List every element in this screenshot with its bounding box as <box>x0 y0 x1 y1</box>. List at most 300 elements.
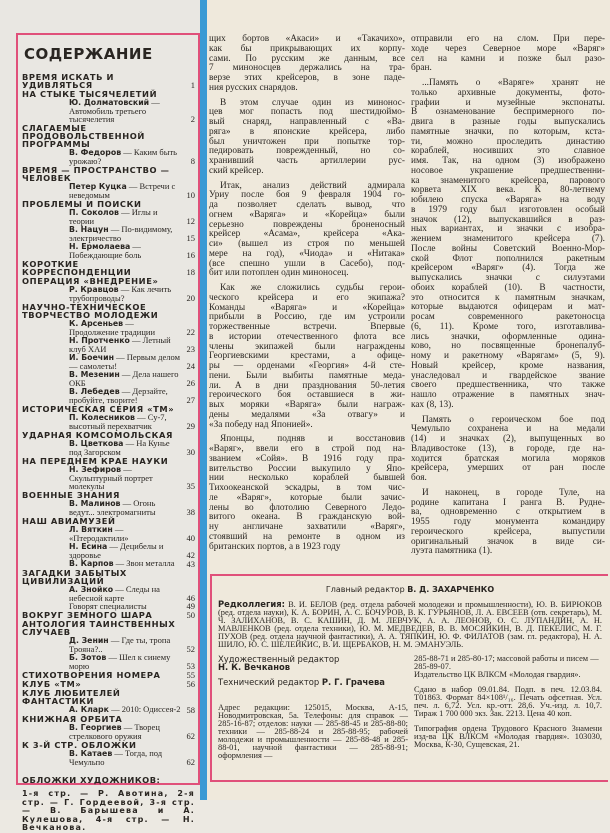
article-paragraph <box>411 35 605 74</box>
article-line: (6, 11). Кроме того, изготавлива- <box>411 321 605 332</box>
toc-entry-text: П. Колесников — Су-7, высотный перехватчик <box>69 412 167 431</box>
chief-editor <box>218 586 602 594</box>
article-line: ходе через Северное море «Варяг» <box>411 43 605 54</box>
toc-entry-title: Продолжение традиции <box>69 327 155 337</box>
toc-entry-title: Дерзайте, пробуйте, творите! <box>69 386 168 405</box>
toc-entry-author: В. Георгиев <box>69 723 122 732</box>
toc-entry <box>69 387 195 404</box>
toc-entry-author: Н. Зефиров <box>69 465 122 474</box>
toc-section-row <box>22 611 195 619</box>
article-line: торжественные встречи. Впервые <box>209 322 405 332</box>
toc-section-title: НАУЧНО-ТЕХНИЧЕСКОЕ ТВОРЧЕСТВО МОЛОДЕЖИ <box>22 302 159 320</box>
toc-entry-title: Звон металла <box>126 558 175 568</box>
toc-section-title: КОРОТКИЕ КОРРЕСПОНДЕНЦИИ <box>22 259 132 277</box>
article-line: крейсером «Варяг» (4). Тогда же <box>411 263 605 274</box>
article-paragraph <box>209 435 405 552</box>
toc-page-number: 62 <box>186 757 195 767</box>
toc-section-row <box>22 741 195 749</box>
toc-section-title: НА СТЫКЕ ТЫСЯЧЕЛЕТИЙ <box>22 89 158 99</box>
toc-section-row <box>22 124 195 148</box>
publisher: Издательство ЦК ВЛКСМ «Молодая гвардия». <box>414 670 581 679</box>
toc-section <box>22 671 195 679</box>
toc-page-number: 38 <box>186 507 195 517</box>
toc-entry-text: Петер Куцка — Встречи с неведомым <box>69 181 176 200</box>
article-line: Как же сложились судьбы герои- <box>220 283 405 293</box>
toc-page-number: 22 <box>186 327 195 337</box>
article-line: унаследовал и гвардейское звание <box>411 370 605 381</box>
toc-entry-author: В. Лебедев <box>69 387 120 396</box>
toc-page-number: 18 <box>186 267 195 277</box>
toc-entry-title: На Кунье под Загорском <box>69 438 170 457</box>
article-line: Тихоокеанской эскадры, в том чис- <box>209 483 405 493</box>
article-line: крейсер «Асама», крейсера «Ака- <box>209 229 405 240</box>
article-line: «Варяг», ввели его в строй под на- <box>209 444 405 454</box>
toc-entry <box>69 336 195 353</box>
article-line: 1955 году монумента командиру <box>411 517 605 527</box>
toc-section-title: ПРОБЛЕМЫ И ПОИСКИ <box>22 199 142 209</box>
article-line: ва, одновременно с открытием в <box>411 507 605 518</box>
toc-entry-title: По-видимому, электричество <box>69 224 173 243</box>
toc-section-title: КНИЖНАЯ ОРБИТА <box>22 714 123 724</box>
article-line: бит или потоплен один миноносец. <box>209 268 349 279</box>
phones-continued: 285-88-71 и 285-80-17; массовой работы и писем — 285-89-07. <box>414 654 599 671</box>
toc-section-title: ВРЕМЯ ИСКАТЬ И УДИВЛЯТЬСЯ <box>22 72 115 90</box>
article-line: в 1979 году был изготовлен особый <box>411 204 605 215</box>
toc-entry-text: Н. Ермолаева — Побеждающие боль <box>69 241 142 260</box>
article-line: графии и музейные экспонаты. <box>411 97 605 108</box>
toc-entry-text: В. Карпов — Звон металла <box>69 558 175 568</box>
toc-entry-title: Первым делом — самолеты! <box>69 352 180 371</box>
article-line: луэта памятника (1). <box>411 546 493 557</box>
toc-section-row <box>22 671 195 679</box>
article-line: ково, но посвященные бронепалуб- <box>411 341 605 352</box>
imprint-box <box>210 574 608 782</box>
toc-section-row <box>22 303 195 319</box>
toc-entry <box>69 465 195 490</box>
article-line: оригинальный значок в виде си- <box>411 536 605 547</box>
article-line: ческого крейсера и его экипажа? <box>209 292 405 303</box>
toc-section <box>22 277 195 302</box>
toc-page-number: 16 <box>186 250 195 260</box>
toc-entry <box>69 585 195 602</box>
article-line: верзе этих крейсеров, в зоне паде- <box>209 73 405 83</box>
toc-entry-author: Н. Протченко <box>69 336 130 345</box>
toc-section-row <box>22 689 195 705</box>
article-line: в истории отечественного флота все <box>209 331 405 342</box>
article-line: мере на год), «Чиода» и «Нитака» <box>209 248 405 259</box>
toc-entry-author: К. Арсеньев <box>69 319 124 328</box>
toc-section-row <box>22 569 195 585</box>
toc-entry-title: 2010: Одиссея-2 <box>121 704 181 714</box>
toc-entry-title: Встречи с неведомым <box>69 181 176 200</box>
toc-page-number: 10 <box>186 190 195 200</box>
editorial-board-label: Редколлегия: <box>218 599 285 609</box>
article-line: отправили его на слом. При пере- <box>411 34 605 44</box>
toc-entry <box>69 319 195 336</box>
toc-section-title: ОПЕРАЦИЯ «ВНЕДРЕНИЕ» <box>22 276 159 286</box>
article-line: си» (вышел из строя по меньшей <box>209 239 405 249</box>
article-line: юбилею спуска «Варяга» на воду <box>411 195 605 205</box>
toc-section <box>22 124 195 165</box>
toc-entry <box>69 749 195 766</box>
article-line: корвета XIX века. К 80-летнему <box>411 185 605 196</box>
article-line: огнем «Варяга» и «Корейца» были <box>209 209 405 220</box>
article-line: только архивные документы, фото- <box>411 87 605 98</box>
article-line: Чемульпо сохранена и на медали <box>411 424 605 435</box>
toc-page-number: 56 <box>186 679 195 689</box>
article-line: ле «Варяг», которые были зачис- <box>209 492 405 503</box>
article-line: ному и ракетному «Варягам» (5, 9). <box>411 351 605 361</box>
toc-section <box>22 491 195 516</box>
article-line: ...Память о «Варяге» хранят не <box>422 78 605 88</box>
toc-section-row <box>22 517 195 525</box>
toc-entry <box>69 542 195 559</box>
toc-entry-author: Н. Есина <box>69 542 108 551</box>
toc-page-number: 12 <box>186 216 195 226</box>
article-line: сами. По русским же данным, все <box>209 53 405 64</box>
toc-entry-text: Л. Вяткин — «Птеродактили» <box>69 524 129 543</box>
toc-entry-author: Р. Кравцов <box>69 285 119 294</box>
print-info: Сдано в набор 09.01.84. Подп. в печ. 12.03.84. Т01863. Формат 84×108¹/₁₆. Печать офсетная. Усл. печ. л. 6,72. Усл. кр.-отт. 28,6. Уч.-изд. л. 10,7. Тираж 1 700 000 экз. Зак. 2213. Цена 40 коп. <box>414 685 602 718</box>
toc-section <box>22 166 195 199</box>
article-line: росам современного ракетоносца <box>411 312 605 322</box>
article-line: родине капитана I ранга В. Рудне- <box>411 497 605 508</box>
article-line: которые выдаются офицерам и мат- <box>411 302 605 313</box>
toc-entry-text: В. Георгиев — Творец стрелкового оружия <box>69 722 160 741</box>
toc-section-title: УДАРНАЯ КОМСОМОЛЬСКАЯ <box>22 430 173 440</box>
article-line: Японцы, подняв и восстановив <box>220 434 405 445</box>
toc-entry-text: В. Катаев — Тогда, под Чемульпо <box>69 748 163 767</box>
table-of-contents <box>16 33 200 832</box>
toc-section-title: СТИХОТВОРЕНИЯ НОМЕРА <box>22 670 161 680</box>
article-line: носовое украшение предшественни- <box>411 165 605 176</box>
toc-entry-author: А. Знойко <box>69 585 114 594</box>
toc-section-row <box>22 491 195 499</box>
printer: Типография ордена Трудового Красного Знамени изд-ва ЦК ВЛКСМ «Молодая гвардия». 103030, Москва, К-30, Сущевская, 21. <box>414 724 602 749</box>
toc-entry <box>69 653 195 670</box>
toc-entry <box>69 636 195 653</box>
toc-entry <box>69 98 195 123</box>
toc-title: СОДЕРЖАНИЕ <box>24 45 153 63</box>
article-paragraph <box>411 416 605 484</box>
toc-entry <box>69 242 195 259</box>
article-line: да позволяет сделать вывод, что <box>209 200 405 210</box>
article-line: Георгиевскими крестами, а офице- <box>209 351 405 362</box>
article-paragraph <box>209 284 405 430</box>
article-paragraph <box>209 99 405 177</box>
article-line: вых моряки «Варяга» были награж- <box>209 400 405 410</box>
article-line: это относится к памятным значкам, <box>411 292 605 303</box>
toc-page-number: 24 <box>186 361 195 371</box>
article-line: ках (8, 13). <box>411 399 454 410</box>
article-line: члены экипажей были награждены <box>209 341 405 352</box>
article-line: И наконец, в городе Туле, на <box>422 487 605 498</box>
covers-credits: 1-я стр. — Р. Авотина, 2-я стр. — Г. Гордеевой, 3-я стр. — В. Барышева и А. Кулешова, 4-я стр. — Н. Вечканова. <box>22 789 195 832</box>
toc-section-row <box>22 200 195 208</box>
toc-entry-text: В. Мезенин — Дела нашего ОКБ <box>69 369 179 388</box>
article-line: жением знаменитого крейсера (7). <box>411 234 605 244</box>
chief-editor-name: В. Д. ЗАХАРЧЕНКО <box>407 585 495 594</box>
toc-page-number: 58 <box>186 705 195 715</box>
toc-entry-title: Где ты, тропа Трояна?.. <box>69 635 171 654</box>
toc-entry-author: П. Соколов <box>69 208 119 217</box>
toc-page-number: 53 <box>186 661 195 671</box>
toc-entry <box>69 559 195 568</box>
toc-section <box>22 689 195 714</box>
tech-editor <box>218 678 408 686</box>
toc-entry-text: В. Лебедев — Дерзайте, пробуйте, творите! <box>69 386 168 405</box>
article-line: выпускались значки с силуэтами <box>411 273 605 283</box>
toc-entry-title: Творец стрелкового оружия <box>69 722 160 741</box>
toc-entry-text: Н. Зефиров — Скульптурный портрет молекулы <box>69 464 153 491</box>
toc-section-title: КЛУБ ЛЮБИТЕЛЕЙ ФАНТАСТИКИ <box>22 688 121 706</box>
art-editor-label: Художественный редактор <box>218 654 340 664</box>
toc-entry <box>69 353 195 370</box>
toc-entry <box>69 705 195 714</box>
toc-entry-author: Л. Вяткин <box>69 525 113 534</box>
article-line: имя. Так, на одном (3) изображено <box>411 156 605 166</box>
toc-entry-title: Дела нашего ОКБ <box>69 369 179 388</box>
toc-section-title: ВОКРУГ ЗЕМНОГО ШАРА <box>22 610 153 620</box>
art-editor <box>218 655 408 671</box>
toc-entry-title: Шел к синему морю <box>69 652 171 671</box>
toc-section-title: ВОЕННЫЕ ЗНАНИЯ <box>22 490 121 500</box>
toc-entry-text: Б. Зотов — Шел к синему морю <box>69 652 171 671</box>
toc-section <box>22 569 195 610</box>
toc-entry <box>69 413 195 430</box>
toc-entry <box>69 225 195 242</box>
toc-entry-title: Автомобиль третьего тысячелетия <box>69 106 147 124</box>
article-line: ходится братская могила моряков <box>411 453 605 464</box>
toc-section <box>22 303 195 404</box>
toc-entry-title: Побеждающие боль <box>69 250 142 260</box>
article-line: значок (12), выпускавшийся в раз- <box>411 214 605 225</box>
toc-page-number: 1 <box>190 80 195 90</box>
toc-section <box>22 741 195 766</box>
toc-entry-author: И. Боечин <box>69 353 114 362</box>
article-line: (все спешно ушли в Сасебо), под- <box>209 258 405 269</box>
imprint-left <box>218 655 408 767</box>
toc-entry-text <box>69 602 181 610</box>
article-line: боя. <box>411 473 427 483</box>
article-column-2 <box>411 35 605 562</box>
toc-section-title: НА ПЕРЕДНЕМ КРАЕ НАУКИ <box>22 456 169 466</box>
toc-entry-title: Скульптурный портрет молекулы <box>69 473 153 491</box>
toc-entry-text: Н. Протченко — Летный клуб ХАИ <box>69 335 171 354</box>
article-line: Владивостоке (13), в городе, где на- <box>411 443 605 454</box>
toc-section-title: НАШ АВИАМУЗЕЙ <box>22 516 116 526</box>
editorial-address: Адрес редакции: 125015, Москва, А-15, Новодмитровская, 5а. Телефоны: для справок — 285-16-87; отделов: науки — 285-88-45 и 285-88-80; техники — 285-88-24 и 285-88-95; рабочей молодежи и промышленности — 285-88-48 и 285-88-01, научной фантастики — 285-88-91; оформления — <box>218 703 408 760</box>
toc-entry-title: Летный клуб ХАИ <box>69 335 171 354</box>
toc-entry-text: В. Малинов — Огонь ведут... электромагниты <box>69 498 156 517</box>
toc-entry-author: В. Малинов <box>69 499 121 508</box>
toc-entry <box>69 723 195 740</box>
toc-section-row <box>22 166 195 182</box>
article-line: В ознаменование беспримерного по- <box>411 107 605 118</box>
toc-page-number: 42 <box>186 550 195 560</box>
article-line: вительство России выкупило у Япо- <box>209 463 405 474</box>
article-line: званием «Сойя». В 1916 году пра- <box>209 453 405 464</box>
toc-entry-title: Каким быть урожаю? <box>69 147 178 166</box>
toc-section-row <box>22 73 195 89</box>
chief-editor-label: Главный редактор <box>325 585 405 594</box>
article-paragraph <box>209 35 405 94</box>
article-paragraph <box>209 182 405 280</box>
toc-page-number: 52 <box>186 644 195 654</box>
toc-page-number: 49 <box>186 601 195 611</box>
toc-entry-author: Петер Куцка <box>69 182 127 191</box>
toc-page-number: 55 <box>186 670 195 680</box>
toc-entry <box>69 182 195 199</box>
article-line: дены медалями «За отвагу» и <box>209 409 405 420</box>
editorial-board <box>218 600 602 649</box>
toc-page-number: 35 <box>186 481 195 491</box>
article-line: педировать поврежденный, но со- <box>209 146 405 157</box>
toc-section-title: СЛАГАЕМЫЕ ПРОДОВОЛЬСТВЕННОЙ ПРОГРАММЫ <box>22 123 145 149</box>
article-line: цев мог попасть под шестидюймо- <box>209 107 405 118</box>
toc-entry <box>69 439 195 456</box>
toc-section <box>22 715 195 740</box>
article-line: серьезно повреждены броненосный <box>209 219 405 230</box>
article-line: сел на камни и позже был разо- <box>411 53 605 64</box>
article-line: лены во флотолию Северного Ледо- <box>209 502 405 513</box>
toc-entry-author: Д. Зенин <box>69 636 109 645</box>
toc-page-number: 15 <box>186 233 195 243</box>
article-line: ка знаменитого крейсера, парового <box>411 175 605 186</box>
toc-entry-author: Б. Зотов <box>69 653 107 662</box>
article-line: Команды «Варяга» и «Корейца» <box>209 302 405 313</box>
article-column-1 <box>209 35 405 557</box>
toc-entry-title: Как лечить трубопроводы? <box>69 284 172 303</box>
article-line: памятные значки, по которым, кста- <box>411 126 605 137</box>
toc-section-row <box>22 457 195 465</box>
toc-entry-author: П. Колесников <box>69 413 135 422</box>
toc-entry-author: В. Нацун <box>69 225 109 234</box>
article-line: После войны Советский Военно-Мор- <box>411 243 605 254</box>
toc-entry <box>69 208 195 225</box>
article-line: ну англичане захватили «Варяг», <box>209 522 405 532</box>
toc-page-number: 29 <box>186 421 195 431</box>
toc-entry <box>69 148 195 165</box>
toc-section-row <box>22 260 195 276</box>
article-line: ти, можно проследить династию <box>411 136 605 147</box>
article-line: ры — орденами «Георгия» 4-й сте- <box>209 361 405 371</box>
spine-stripe <box>200 0 207 800</box>
toc-section <box>22 260 195 276</box>
article-line: пени. Были выбиты памятные меда- <box>209 370 405 381</box>
toc-entry-title: Децибелы и здоровье <box>69 541 164 560</box>
toc-section-row <box>22 90 195 98</box>
toc-section-row <box>22 405 195 413</box>
toc-entry <box>69 499 195 516</box>
toc-page-number: 26 <box>186 378 195 388</box>
toc-entry-text: А. Знойко — Следы на небесной карте <box>69 584 160 603</box>
article-line: витого океана. В гражданскую вой- <box>209 512 405 523</box>
article-line: хранивший часть артиллерии рус- <box>209 156 405 166</box>
article-line: крейсера, умерших от ран после <box>411 463 605 474</box>
article-line: 7 миноносцев держались на тра- <box>209 63 405 74</box>
article-line: стоявший на ремонте в одном из <box>209 531 405 542</box>
toc-entry-text: К. Арсеньев — Продолжение традиции <box>69 318 155 337</box>
toc-page-number: 27 <box>186 395 195 405</box>
toc-section <box>22 405 195 430</box>
article-line: двига в разные годы выпускались <box>411 117 605 127</box>
article-line: нашло отражение в памятных знач- <box>411 390 605 400</box>
article-line: Память о героическом бое под <box>422 414 605 425</box>
toc-entry <box>69 525 195 542</box>
toc-list <box>22 73 195 766</box>
article-line: ных вариантах, и значки с изобра- <box>411 224 605 235</box>
toc-entry-text: В. Цветкова — На Кунье под Загорском <box>69 438 170 457</box>
toc-entry-title: Говорят специалисты <box>69 601 147 611</box>
toc-section-title: К 3-Й СТР. ОБЛОЖКИ <box>22 740 137 750</box>
toc-section-row <box>22 620 195 636</box>
toc-page-number: 8 <box>190 156 195 166</box>
toc-page-number: 20 <box>186 293 195 303</box>
article-paragraph <box>411 79 605 411</box>
toc-entry-title: Су-7, высотный перехватчик <box>69 412 167 431</box>
article-line: лись значки, оформленные одина- <box>411 331 605 342</box>
article-line: ли. А в дни празднования 50-летия <box>209 380 405 391</box>
imprint-right <box>414 655 602 767</box>
toc-entry-text: Д. Зенин — Где ты, тропа Трояна?.. <box>69 635 171 654</box>
covers-title: ОБЛОЖКИ ХУДОЖНИКОВ: <box>22 775 161 785</box>
editorial-board-members: В. И. БЕЛОВ (ред. отдела рабочей молодежи и промышленности), Ю. В. БИРЮКОВ (ред. отдела науки), К. А. БОРИН, А. С. БОЧУРОВ, В. К. ГУРЬЯНОВ, Л. А. ЕВСЕЕВ (отв. секретарь), М. Ч. ЗАЛИХАНОВ, В. С. КАШИН, Д. М. ЛЕВЧУК, А. А. ЛЕОНОВ, О. С. ЛУПАНДИН, А. Н. МАВЛЕНКОВ (ред. отдела техники), Ю. М. МЕДВЕДЕВ, В. В. МОСЯЙКИН, В. Д. ПЕКЕЛИС, М. Г. ПУХОВ (ред. отдела научной фантастики), А. А. ТЯПКИН, Ю. Ф. ФИЛАТОВ (зам. гл. редактора), Н. А. ШИЛО, Ю. С. ШЕЛЕЙКИС, В. И. ЩЕРБАКОВ, Н. М. ЭМАНУЭЛЬ. <box>218 600 602 649</box>
toc-entry-author: А. Кларк <box>69 705 109 714</box>
article-line: героического боя оставшиеся в жи- <box>209 390 405 401</box>
toc-page-number: 50 <box>186 610 195 620</box>
toc-entry-title: Следы на небесной карте <box>69 584 160 603</box>
article-line: вый снаряд, направленный с «Ва- <box>209 117 405 127</box>
toc-entry-text: И. Боечин — Первым делом — самолеты! <box>69 352 180 371</box>
toc-entry-title: «Птеродактили» <box>69 533 129 543</box>
toc-section-row <box>22 680 195 688</box>
toc-entry-author: В. Мезенин <box>69 370 120 379</box>
toc-entry-text: В. Федоров — Каким быть урожаю? <box>69 147 178 166</box>
toc-entry-title: Иглы и теории <box>69 207 158 226</box>
toc-section <box>22 680 195 688</box>
toc-section-title: АНТОЛОГИЯ ТАИНСТВЕННЫХ СЛУЧАЕВ <box>22 619 176 637</box>
article-line: своего предшественника, что также <box>411 380 605 391</box>
article-line: ряга» в японские крейсера, либо <box>209 126 405 137</box>
toc-section <box>22 457 195 490</box>
toc-entry-text: Н. Есина — Децибелы и здоровье <box>69 541 164 560</box>
toc-entry-author: В. Катаев <box>69 749 113 758</box>
toc-entry-author: В. Цветкова <box>69 439 124 448</box>
toc-entry-author: Ю. Долматовский <box>69 98 150 107</box>
toc-entry-text: Р. Кравцов — Как лечить трубопроводы? <box>69 284 172 303</box>
article-line: (14) и значках (2), выпущенных во <box>411 434 605 444</box>
article-line: нии несколько кораблей бывшей <box>209 473 405 484</box>
article-line: как бы прикрывающих их корпу- <box>209 43 405 54</box>
toc-page-number: 23 <box>186 344 195 354</box>
toc-entry <box>69 285 195 302</box>
article-line: ской Флот пополнился ракетным <box>411 253 605 264</box>
article-line: ский крейсер. <box>209 165 264 176</box>
toc-entry <box>69 602 195 610</box>
toc-entry-text: А. Кларк — 2010: Одиссея-2 <box>69 704 181 714</box>
toc-section-title: ВРЕМЯ — ПРОСТРАНСТВО — ЧЕЛОВЕК <box>22 165 170 183</box>
toc-section <box>22 611 195 619</box>
article-line: обоих кораблей (10). В частности, <box>411 282 605 293</box>
toc-section <box>22 620 195 670</box>
toc-page-number: 43 <box>186 559 195 569</box>
toc-entry-text: В. Нацун — По-видимому, электричество <box>69 224 173 243</box>
toc-entry-text: Ю. Долматовский — Автомобиль третьего тысячелетия <box>69 97 160 124</box>
toc-section-title: ЗАГАДКИ ЗАБЫТЫХ ЦИВИЛИЗАЦИЙ <box>22 568 127 586</box>
tech-editor-label: Технический редактор <box>218 677 320 687</box>
toc-entry-author: В. Федоров <box>69 148 122 157</box>
